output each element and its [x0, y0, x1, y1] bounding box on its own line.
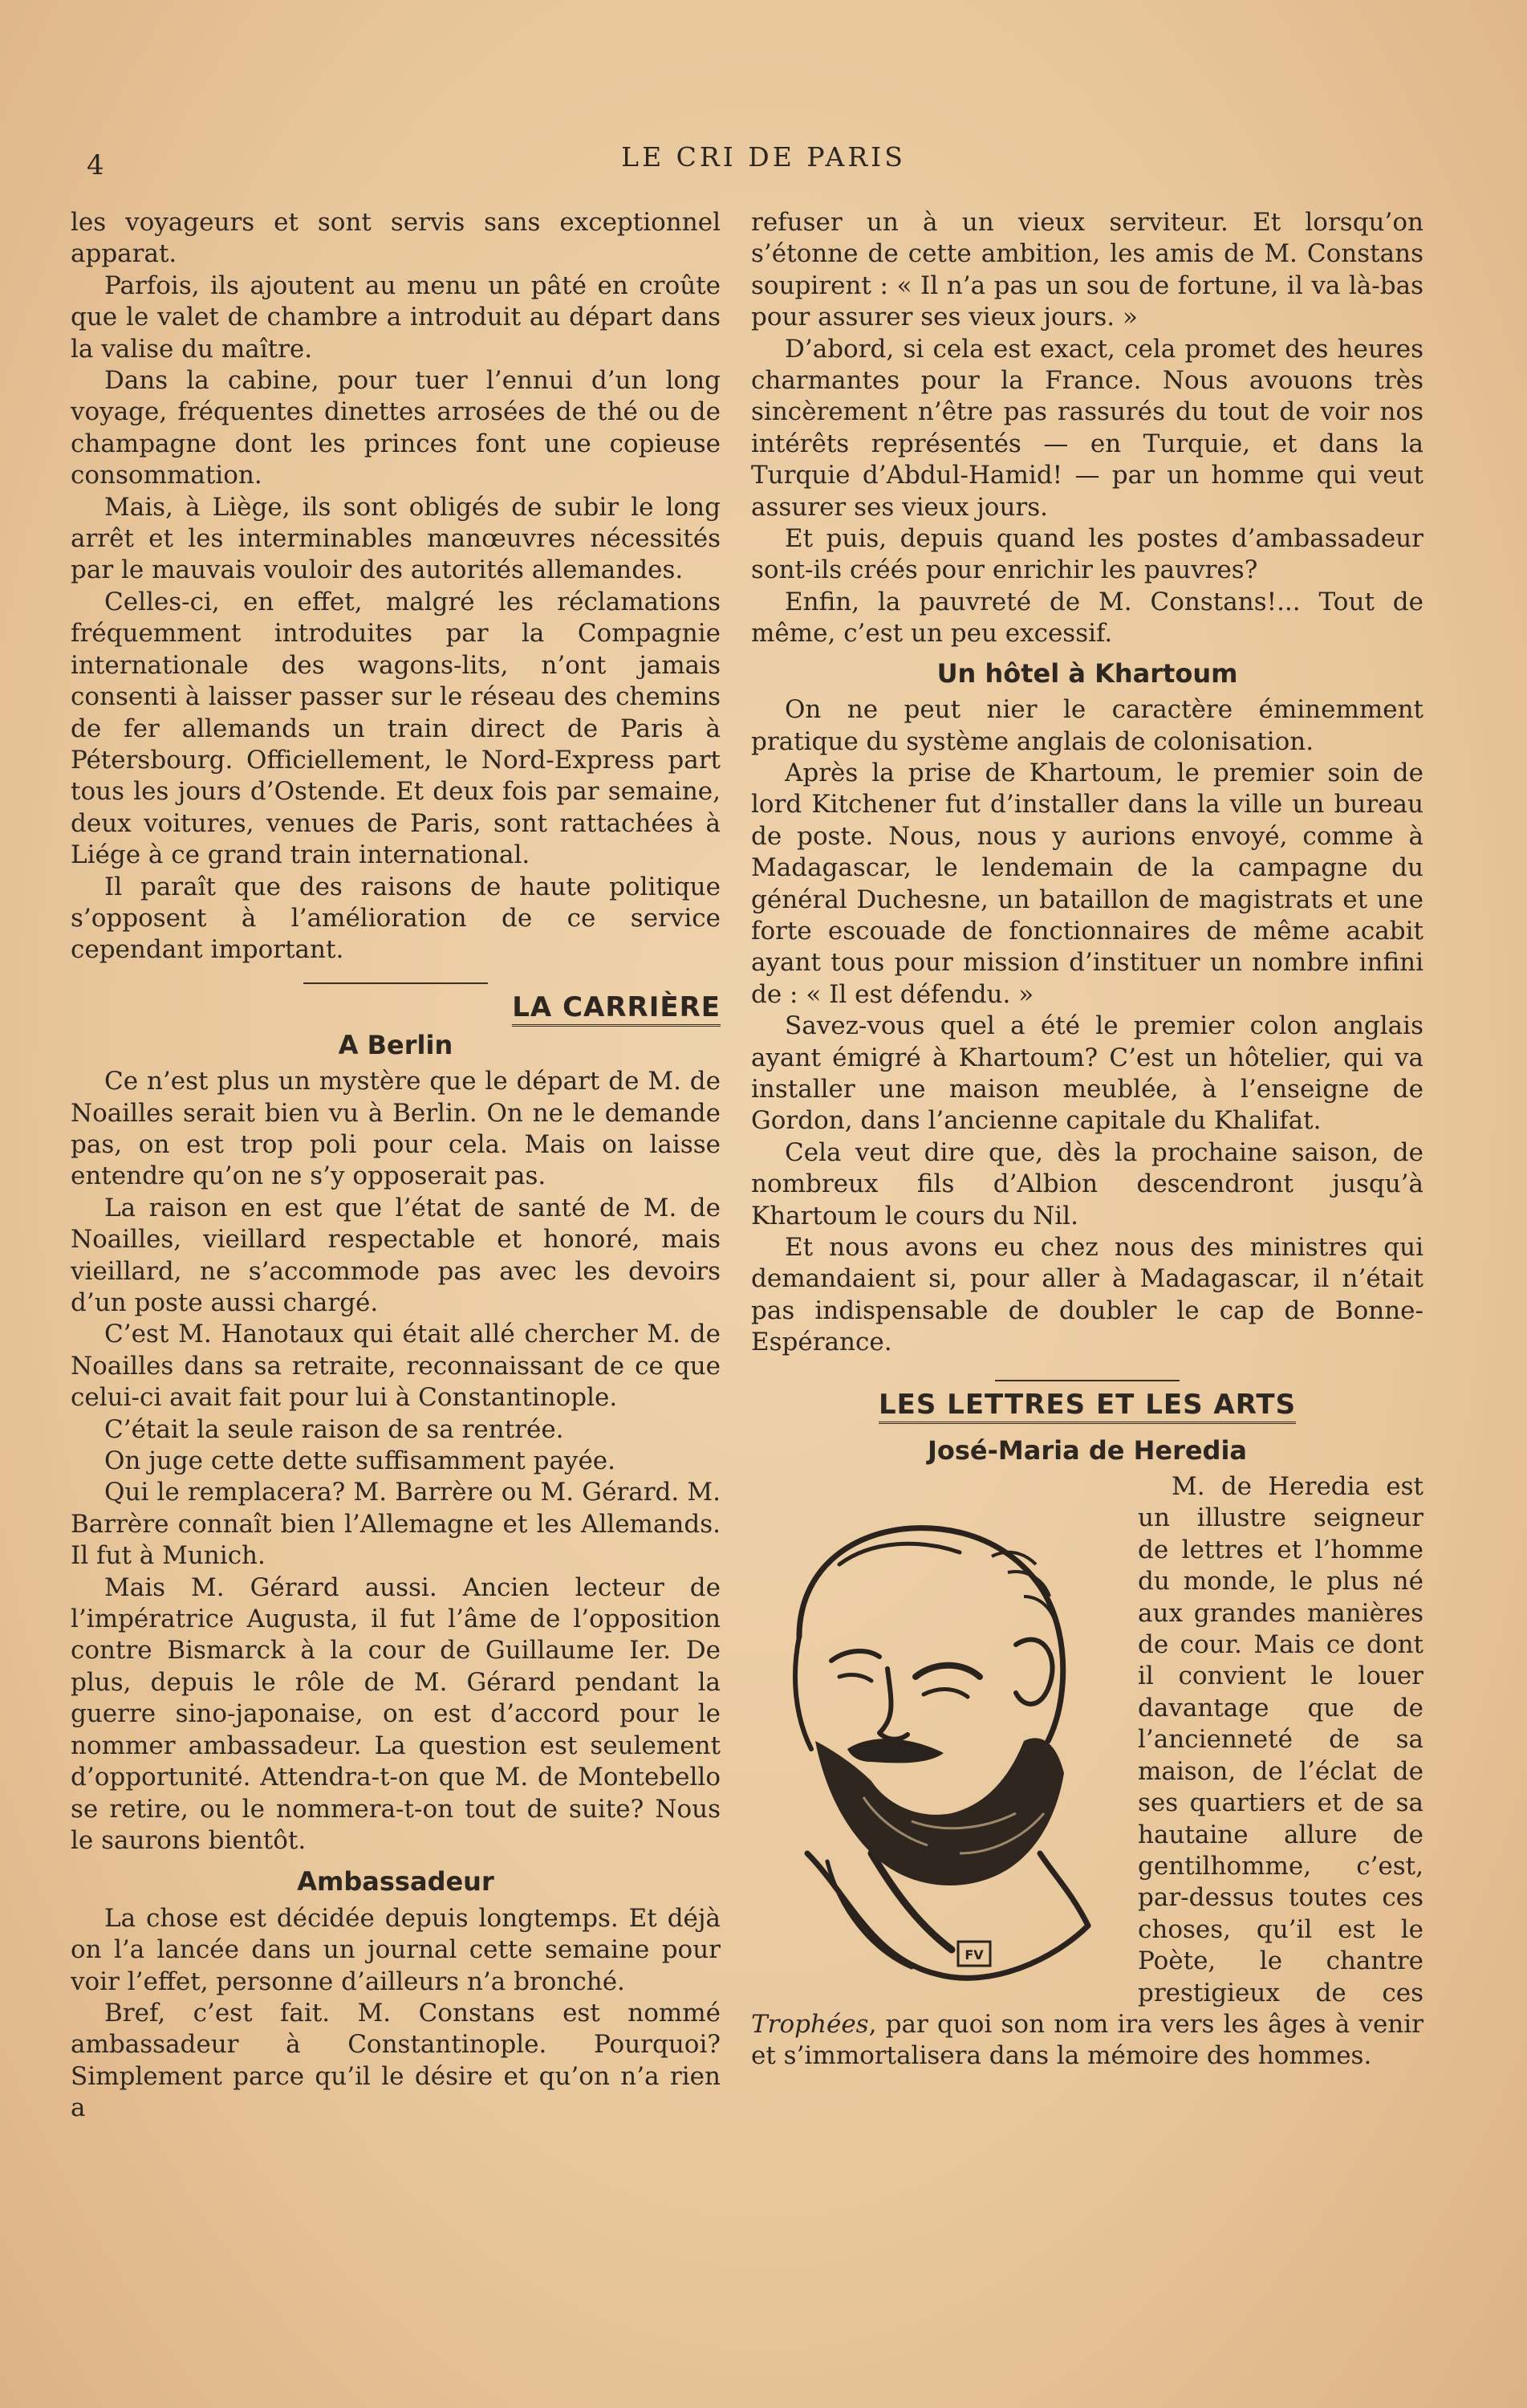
left-column — [71, 207, 721, 2125]
article-paragraph: Savez-vous quel a été le premier colon anglais ayant émigré à Khartoum? C’est un hôtelier, qui va installer une maison meublée, à l’enseigne de Gordon, dans l’ancienne capitale du Khalifat. — [751, 1011, 1423, 1136]
article-paragraph: les voyageurs et sont servis sans exceptionnel apparat. — [71, 208, 721, 269]
article-paragraph: Celles-ci, en effet, malgré les réclamations fréquemment introduites par la Compagnie internationale des wagons-lits, n’ont jamais consenti à laisser passer sur le réseau des chemins de fer allemands un train direct de Paris à Pétersbourg. Officiellement, le Nord-Express part tous les jours d’Ostende. Et deux fois par semaine, deux voitures, venues de Paris, sont rattachées à Liége à ce grand train international. — [71, 587, 721, 870]
article-paragraph: La chose est décidée depuis longtemps. Et déjà on l’a lancée dans un journal cette semaine pour voir l’effet, personne d’ailleurs n’a bronché. — [71, 1903, 721, 1996]
heredia-text-tail: , par quoi son nom ira vers les âges à venir et s’immortalisera dans la mémoire des hommes. — [751, 2009, 1423, 2071]
heading-hotel-khartoum: Un hôtel à Khartoum — [936, 657, 1238, 689]
article-paragraph: refuser un à un vieux serviteur. Et lorsqu’on s’étonne de cette ambition, les amis de M. Constans soupirent : « Il n’a pas un sou de fortune, il va là-bas pour assurer ses vieux jours. » — [751, 208, 1423, 332]
article-paragraph: Et nous avons eu chez nous des ministres qui demandaient si, pour aller à Madagascar, il n’était pas indispensable de doubler le cap de Bonne-Espérance. — [751, 1233, 1423, 1357]
portrait-illustration — [751, 1476, 1128, 1982]
running-title: LE CRI DE PARIS — [621, 141, 906, 173]
article-paragraph: On juge cette dette suffisamment payée. — [104, 1446, 615, 1476]
heading-heredia: José-Maria de Heredia — [927, 1434, 1248, 1466]
article-paragraph: Il paraît que des raisons de haute politique s’opposent à l’amélioration de ce service cependant important. — [71, 872, 721, 965]
page-number: 4 — [87, 149, 104, 181]
article-paragraph: Mais M. Gérard aussi. Ancien lecteur de l’impératrice Augusta, il fut l’âme de l’opposition contre Bismarck à la cour de Guillaume Ier. De plus, depuis le rôle de M. Gérard pendant la guerre sino-japonaise, on est d’accord pour le nommer ambassadeur. La question est seulement d’opportunité. Attendra-t-on que M. de Montebello se retire, ou le nommera-t-on tout de suite? Nous le saurons bientôt. — [71, 1572, 721, 1855]
section-rubric-lettres-arts: LES LETTRES ET LES ARTS — [879, 1388, 1296, 1424]
article-paragraph: Enfin, la pauvreté de M. Constans!... Tout de même, c’est un peu excessif. — [751, 587, 1423, 649]
article-paragraph: On ne peut nier le caractère éminemment pratique du système anglais de colonisation. — [751, 695, 1423, 756]
article-paragraph: La raison en est que l’état de santé de M. de Noailles, vieillard respectable et honoré, mais vieillard, ne s’accommode pas avec les devoirs d’un poste aussi chargé. — [71, 1193, 721, 1317]
heading-ambassadeur: Ambassadeur — [297, 1866, 494, 1898]
section-rubric-la-carriere: LA CARRIÈRE — [512, 990, 721, 1027]
right-column — [751, 207, 1423, 2072]
article-paragraph: Mais, à Liège, ils sont obligés de subir le long arrêt et les interminables manœuvres nécessités par le mauvais vouloir des autorités allemandes. — [71, 492, 721, 585]
heredia-portrait-engraving — [751, 1476, 1128, 1982]
article-paragraph: D’abord, si cela est exact, cela promet des heures charmantes pour la France. Nous avouons très sincèrement n’être pas rassurés du tout de voir nos intérêts représentés — en Turquie, et dans la Turquie d’Abdul-Hamid! — par un homme qui veut assurer ses vieux jours. — [751, 334, 1423, 522]
book-title-trophees: Trophées — [751, 2009, 869, 2039]
heading-a-berlin: A Berlin — [338, 1029, 453, 1060]
article-paragraph: Après la prise de Khartoum, le premier soin de lord Kitchener fut d’installer dans la ville un bureau de poste. Nous, nous y aurions envoyé, comme à Madagascar, le lendemain de la campagne du général Duchesne, un bataillon de magistrats et une forte escouade de fonctionnaires de même acabit ayant tous pour mission d’instituer un nombre infini de : « Il est défendu. » — [751, 758, 1423, 1009]
section-divider — [995, 1380, 1180, 1381]
portrait-signature: FV — [965, 1947, 984, 1963]
article-paragraph: Ce n’est plus un mystère que le départ de M. de Noailles serait bien vu à Berlin. On ne le demande pas, on est trop poli pour cela. Mais on laisse entendre qu’on ne s’y opposerait pas. — [71, 1067, 721, 1191]
section-divider — [303, 982, 488, 984]
heredia-article — [751, 1471, 1423, 2072]
article-paragraph: Cela veut dire que, dès la prochaine saison, de nombreux fils d’Albion descendront jusqu’à Khartoum le cours du Nil. — [751, 1137, 1423, 1230]
article-paragraph: Qui le remplacera? M. Barrère ou M. Gérard. M. Barrère connaît bien l’Allemagne et les Allemands. Il fut à Munich. — [71, 1478, 721, 1571]
article-paragraph: C’était la seule raison de sa rentrée. — [104, 1414, 564, 1444]
article-paragraph: C’est M. Hanotaux qui était allé chercher M. de Noailles dans sa retraite, reconnaissant de ce que celui-ci avait fait pour lui à Constantinople. — [71, 1320, 721, 1413]
article-paragraph: Bref, c’est fait. M. Constans est nommé ambassadeur à Constantinople. Pourquoi? Simplement parce qu’il le désire et qu’on n’a rien a — [71, 1998, 721, 2123]
article-paragraph: Dans la cabine, pour tuer l’ennui d’un long voyage, fréquentes dinettes arrosées de thé ou de champagne dont les princes font une copieuse consommation. — [71, 366, 721, 490]
article-paragraph: Et puis, depuis quand les postes d’ambassadeur sont-ils créés pour enrichir les pauvres? — [751, 524, 1423, 585]
heredia-text-lead: M. de Heredia est un illustre seigneur de lettres et l’homme du monde, le plus né aux grandes manières de cour. Mais ce dont il convient le louer davantage que de l’ancienneté de sa maison, de l’éclat de ses quartiers et de sa hautaine allure de gentilhomme, c’est, par-dessus toutes ces choses, qu’il est le Poète, le chantre prestigieux de ces — [1138, 1472, 1423, 2007]
article-paragraph: Parfois, ils ajoutent au menu un pâté en croûte que le valet de chambre a introduit au départ dans la valise du maître. — [71, 270, 721, 364]
